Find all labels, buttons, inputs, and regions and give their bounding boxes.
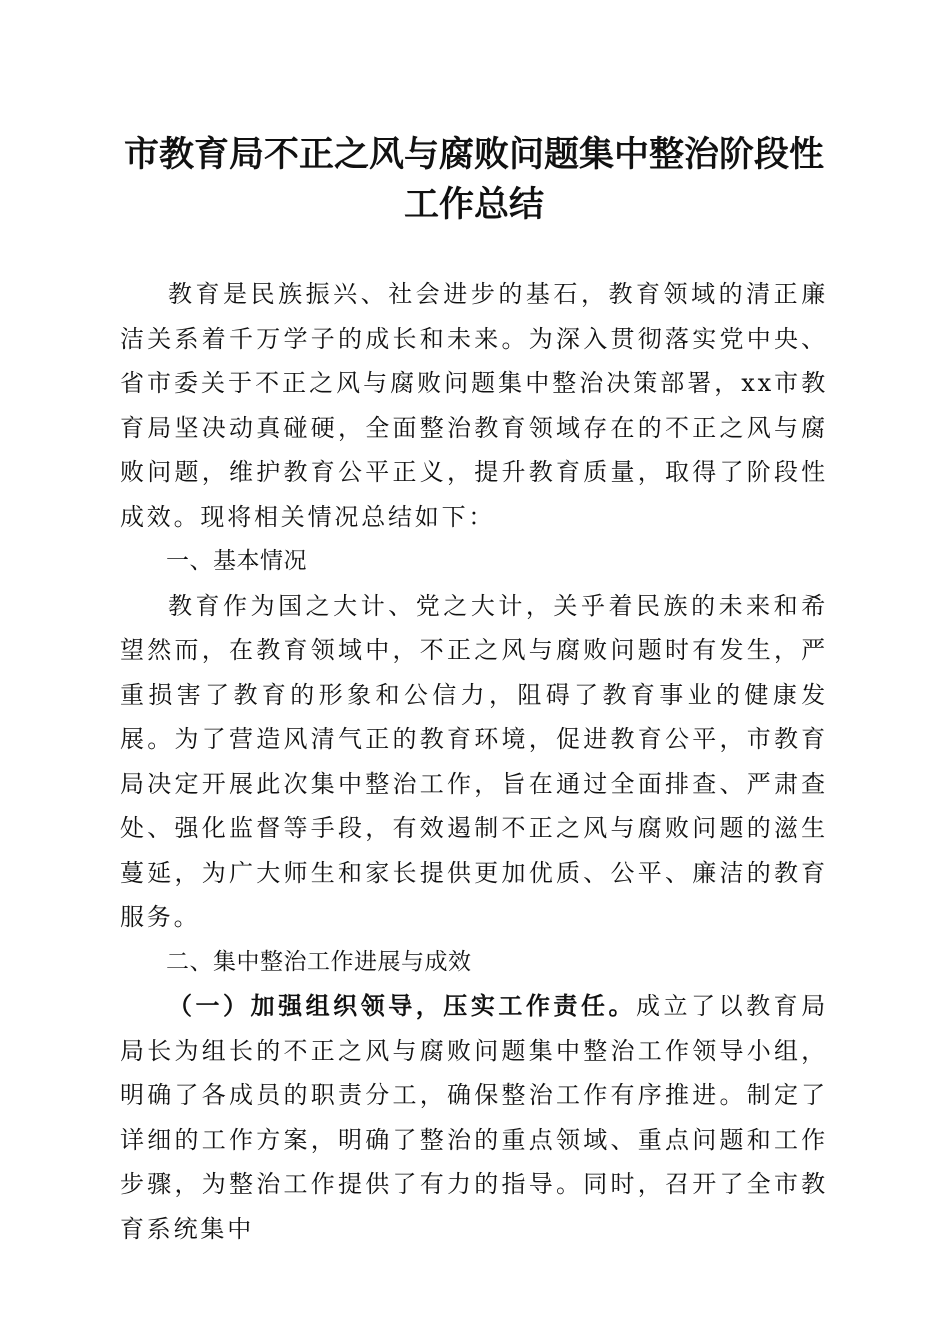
section-paragraph-basic: 教育作为国之大计、党之大计，关乎着民族的未来和希望然而，在教育领域中，不正之风与腐败问题时有发生，严重损害了教育的形象和公信力，阻碍了教育事业的健康发展。为了营造风清气正的教育环境，促进教育公平，市教育局决定开展此次集中整治工作，旨在通过全面排查、严肃查处、强化监督等手段，有效遏制不正之风与腐败问题的滋生蔓延，为广大师生和家长提供更加优质、公平、廉洁的教育服务。 <box>120 591 828 931</box>
subsection-paragraph-leadership <box>120 984 828 1251</box>
section-heading-progress: 二、集中整治工作进展与成效 <box>166 948 472 975</box>
document-page <box>120 130 828 1251</box>
section-heading-basic: 一、基本情况 <box>166 548 307 574</box>
subsection-body: 成立了以教育局局长为组长的不正之风与腐败问题集中整治工作领导小组，明确了各成员的职责分工，确保整治工作有序推进。制定了详细的工作方案，明确了整治的重点领域、重点问题和工作步骤，为整治工作提供了有力的指导。同时，召开了全市教育系统集中 <box>120 992 828 1243</box>
intro-paragraph: 教育是民族振兴、社会进步的基石，教育领域的清正廉洁关系着千万学子的成长和未来。为深入贯彻落实党中央、省市委关于不正之风与腐败问题集中整治决策部署，xx市教育局坚决动真碰硬，全面整治教育领域存在的不正之风与腐败问题，维护教育公平正义，提升教育质量，取得了阶段性成效。现将相关情况总结如下： <box>120 280 828 531</box>
subsection-lead: （一）加强组织领导，压实工作责任。 <box>168 991 637 1020</box>
document-title <box>110 130 838 230</box>
title-line-1: 市教育局不正之风与腐败问题集中整治阶段性 <box>123 134 824 175</box>
document-body <box>120 272 828 1251</box>
title-line-2: 工作总结 <box>403 184 544 225</box>
